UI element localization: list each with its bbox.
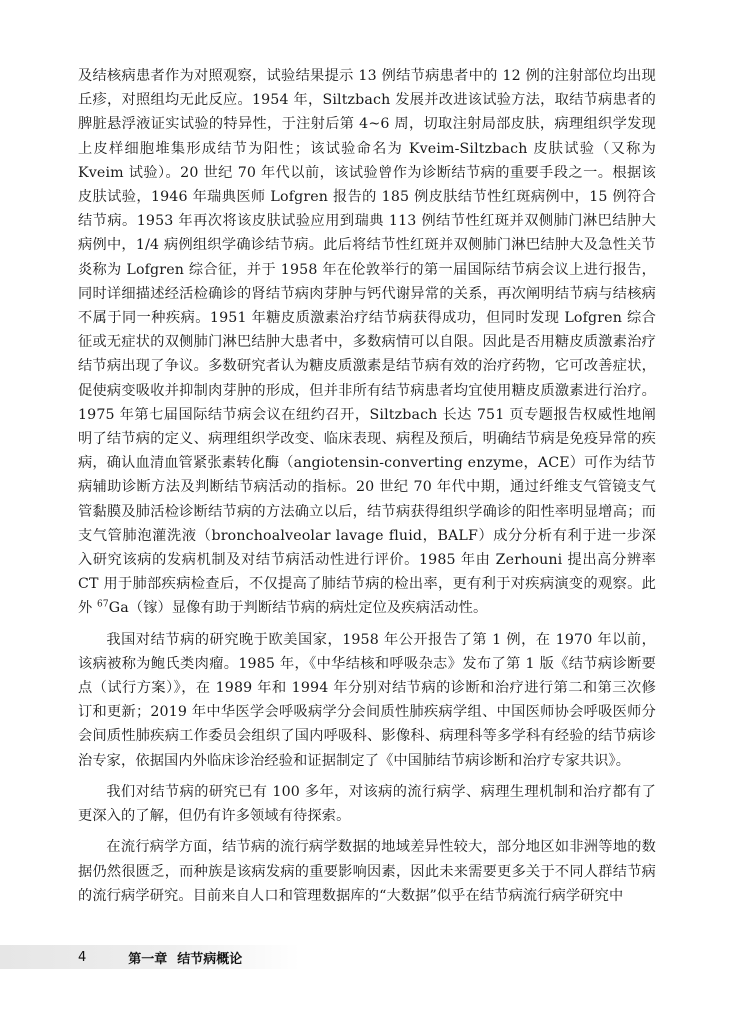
paragraph-text: Ga（镓）显像有助于判断结节病的病灶定位及疾病活动性。 [108, 600, 488, 617]
page-footer [78, 945, 242, 969]
paragraph-research-summary: 我们对结节病的研究已有 100 多年，对该病的流行病学、病理生理机制和治疗都有了更深入的了解，但仍有许多领域有待探索。 [78, 783, 656, 825]
isotope-superscript: 67 [97, 599, 109, 610]
page-body [78, 64, 656, 908]
paragraph-china-research: 我国对结节病的研究晚于欧美国家，1958 年公开报告了第 1 例，在 1970 年以前，该病被称为鲍氏类肉瘤。1985 年，《中华结核和呼吸杂志》发布了第 1 版《结节病诊断要点（试行方案）》，在 1989 年和 1994 年分别对结节病的诊断和治疗进行第二和第三次修订和更新；2019 年中华医学会呼吸病学分会间质性肺疾病学组、中国医师协会呼吸医师分会间质性肺疾病工作委员会组织了国内呼吸科、影像科、病理科等多学科有经验的结节病诊治专家，依据国内外临床诊治经验和证据制定了《中国肺结节病诊断和治疗专家共识》。 [78, 631, 656, 769]
page-number: 4 [78, 949, 87, 965]
paragraph-text: 及结核病患者作为对照观察，试验结果提示 13 例结节病患者中的 12 例的注射部位均出现丘疹，对照组均无此反应。1954 年，Siltzbach 发展并改进该试验方法，取结节病患者的脾脏悬浮液证实试验的特异性，于注射后第 4~6 周，切取注射局部皮肤，病理组织学发现上皮样细胞堆集形成结节为阳性；该试验命名为 Kveim-Siltzbach 皮肤试验（又称为 Kveim 试验）。20 世纪 70 年代以前，该试验曾作为诊断结节病的重要手段之一。根据该皮肤试验，1946 年瑞典医师 Lofgren 报告的 185 例皮肤结节性红斑病例中，15 例符合结节病。1953 年再次将该皮肤试验应用到瑞典 113 例结节性红斑并双侧肺门淋巴结肿大病例中，1/4 病例组织学确诊结节病。此后将结节性红斑并双侧肺门淋巴结肿大及急性关节炎称为 Lofgren 综合征，并于 1958 年在伦敦举行的第一届国际结节病会议上进行报告，同时详细描述经活检确诊的肾结节病肉芽肿与钙代谢异常的关系，再次阐明结节病与结核病不属于同一种疾病。1951 年糖皮质激素治疗结节病获得成功，但同时发现 Lofgren 综合征或无症状的双侧肺门淋巴结肿大患者中，多数病情可以自限。因此是否用糖皮质激素治疗结节病出现了争议。多数研究者认为糖皮质激素是结节病有效的治疗药物，它可改善症状，促使病变吸收并抑制肉芽肿的形成，但并非所有结节病患者均宜使用糖皮质激素进行治疗。1975 年第七届国际结节病会议在纽约召开，Siltzbach 长达 751 页专题报告权威性地阐明了结节病的定义、病理组织学改变、临床表现、病程及预后，明确结节病是免疫异常的疾病，确认血清血管紧张素转化酶（angiotensin-converting enzyme，ACE）可作为结节病辅助诊断方法及判断结节病活动的指标。20 世纪 70 年代中期，通过纤维支气管镜支气管黏膜及肺活检诊断结节病的方法确立以后，结节病获得组织学确诊的阳性率明显增高；而支气管肺泡灌洗液（bronchoalveolar lavage fluid，BALF）成分分析有利于进一步深入研究该病的发病机制及对结节病活动性进行评价。1985 年由 Zerhouni 提出高分辨率 CT 用于肺部疾病检查后，不仅提高了肺结节病的检出率，更有利于对疾病演变的观察。此外 [78, 68, 656, 617]
chapter-title: 结节病概论 [177, 951, 243, 967]
paragraph-history-kveim [78, 64, 656, 621]
paragraph-epidemiology: 在流行病学方面，结节病的流行病学数据的地域差异性较大，部分地区如非洲等地的数据仍然很匮乏，而种族是该病发病的重要影响因素，因此未来需要更多关于不同人群结节病的流行病学研究。目前来自人口和管理数据库的“大数据”似乎在结节病流行病学研究中 [78, 839, 656, 904]
chapter-label: 第一章 [128, 951, 168, 967]
